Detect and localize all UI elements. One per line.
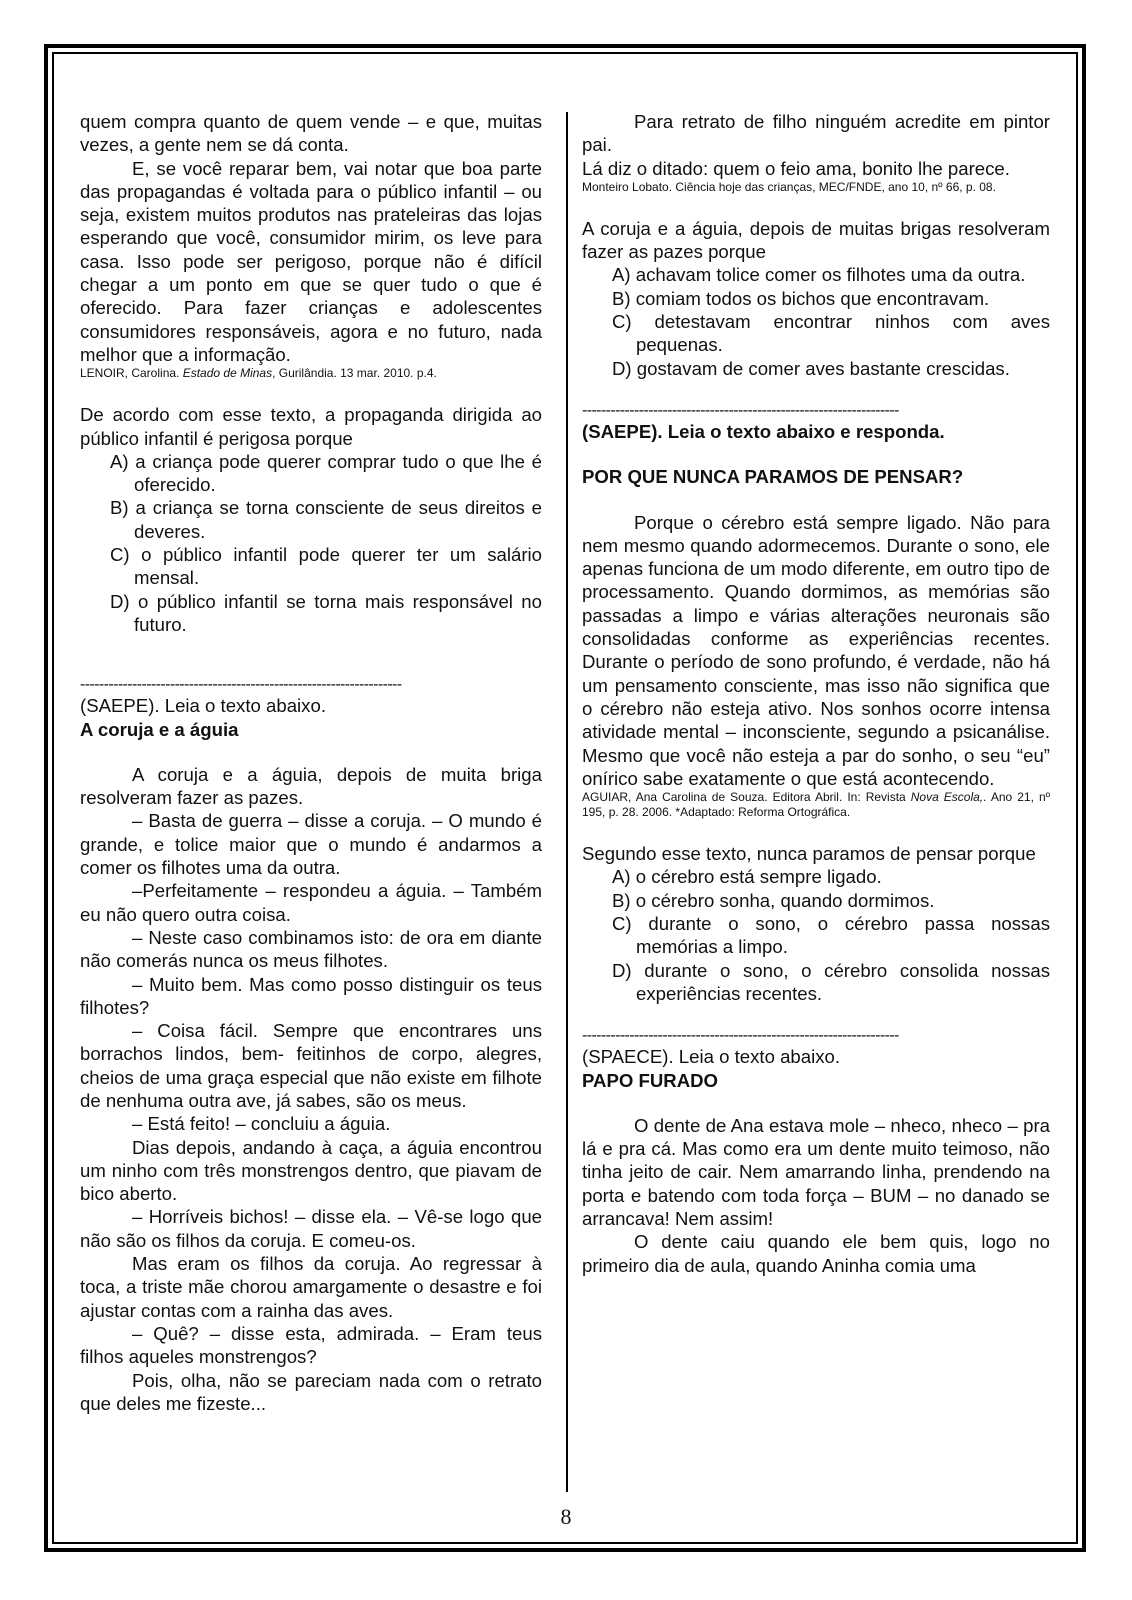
separator-line: ------------------------------------------------------------------- xyxy=(582,401,899,419)
story-paragraph: A coruja e a águia, depois de muita briga resolveram fazer as pazes. xyxy=(80,763,542,809)
story-paragraph: – Quê? – disse esta, admirada. – Eram teus filhos aqueles monstrengos? xyxy=(80,1322,542,1368)
option-b[interactable]: B) o cérebro sonha, quando dormimos. xyxy=(612,889,935,911)
left-column xyxy=(80,110,542,1415)
story-paragraph: – Muito bem. Mas como posso distinguir os teus filhotes? xyxy=(80,973,542,1018)
story-paragraph: O dente de Ana estava mole – nheco, nheco – pra lá e pra cá. Mas como era um dente muito teimoso, não tinha jeito de cair. Nem amarrando linha, prendendo na porta e batendo com toda força – BUM – no danado se arrancava! Nem assim! xyxy=(582,1114,1050,1229)
question-3-options xyxy=(582,865,1050,1005)
story-paragraph: – Neste caso combinamos isto: de ora em diante não comerás nunca os meus filhotes. xyxy=(80,926,542,972)
option-b[interactable]: B) a criança se torna consciente de seus direitos e deveres. xyxy=(110,497,542,542)
option-c[interactable]: C) durante o sono, o cérebro passa nossas memórias a limpo. xyxy=(612,913,1050,958)
option-b[interactable]: B) comiam todos os bichos que encontravam. xyxy=(612,287,990,309)
question-2-stem: A coruja e a águia, depois de muitas brigas resolveram fazer as pazes porque xyxy=(582,217,1050,263)
story-paragraph: –Perfeitamente – respondeu a águia. – Também eu não quero outra coisa. xyxy=(80,880,542,925)
text3-title: POR QUE NUNCA PARAMOS DE PENSAR? xyxy=(582,466,964,488)
story-paragraph: Lá diz o ditado: quem o feio ama, bonito lhe parece. xyxy=(582,157,1010,179)
question-1-stem: De acordo com esse texto, a propaganda dirigida ao público infantil é perigosa porque xyxy=(80,404,542,449)
story-paragraph: Dias depois, andando à caça, a águia encontrou um ninho com três monstrengos dentro, que piavam de bico aberto. xyxy=(80,1136,542,1205)
question-2-options xyxy=(582,263,1050,379)
text2-source: (SAEPE). Leia o texto abaixo. xyxy=(80,695,326,717)
text4-source: (SPAECE). Leia o texto abaixo. xyxy=(582,1046,841,1068)
text3-paragraph: Porque o cérebro está sempre ligado. Não para nem mesmo quando adormecemos. Durante o sono, ele apenas funciona de um modo diferente, em outro tipo de processamento. Quando dormimos, as memórias são passadas a limpo e várias alterações neuronais são consolidadas conforme as experiências recentes. Durante o período de sono profundo, é verdade, não há um pensamento consciente, mas isso não significa que o cérebro não esteja ativo. Nos sonhos ocorre intensa atividade mental – inconsciente, segundo a psicanálise. Mesmo que você não esteja a par do sonho, o seu “eu” onírico sabe exatamente o que está acontecendo. xyxy=(582,511,1050,789)
text4-title: PAPO FURADO xyxy=(582,1069,719,1091)
option-d[interactable]: D) durante o sono, o cérebro consolida nossas experiências recentes. xyxy=(612,959,1050,1004)
option-a[interactable]: A) o cérebro está sempre ligado. xyxy=(612,866,882,888)
story-paragraph: Para retrato de filho ninguém acredite em pintor pai. xyxy=(582,111,1050,156)
separator-line: ------------------------------------------------------------------- xyxy=(582,1027,899,1045)
text1-paragraph: E, se você reparar bem, vai notar que boa parte das propagandas é voltada para o público infantil – ou seja, existem muitos produtos nas prateleiras das lojas esperando que você, consumidor mirim, os leve para casa. Isso pode ser perigoso, porque não é difícil chegar a um ponto em que se quer tudo o que é oferecido. Para fazer crianças e adolescentes consumidores responsáveis, agora e no futuro, nada melhor que a informação. xyxy=(80,157,542,365)
text3-citation: AGUIAR, Ana Carolina de Souza. Editora Abril. In: Revista Nova Escola,. Ano 21, nº 195, p. 28. 2006. *Adaptado: Reforma Ortográfica. xyxy=(582,790,1051,820)
separator-line: -------------------------------------------------------------------- xyxy=(80,676,402,694)
column-divider xyxy=(566,112,568,1492)
right-column xyxy=(582,110,1050,1277)
story-paragraph: Pois, olha, não se pareciam nada com o retrato que deles me fizeste... xyxy=(80,1369,542,1414)
text2-citation: Monteiro Lobato. Ciência hoje das crianças, MEC/FNDE, ano 10, nº 66, p. 08. xyxy=(582,179,996,194)
story-paragraph: – Está feito! – concluiu a águia. xyxy=(132,1113,391,1135)
question-1-options xyxy=(80,450,542,636)
question-3-stem: Segundo esse texto, nunca paramos de pensar porque xyxy=(582,843,1036,865)
story-paragraph: O dente caiu quando ele bem quis, logo no primeiro dia de aula, quando Aninha comia uma xyxy=(582,1231,1050,1276)
page-number: 8 xyxy=(560,1504,572,1529)
option-c[interactable]: C) detestavam encontrar ninhos com aves pequenas. xyxy=(612,311,1050,356)
text1-paragraph: quem compra quanto de quem vende – e que, muitas vezes, a gente nem se dá conta. xyxy=(80,111,542,156)
text3-source: (SAEPE). Leia o texto abaixo e responda. xyxy=(582,420,945,442)
story-paragraph: – Coisa fácil. Sempre que encontrares uns borrachos lindos, bem- feitinhos de corpo, alegres, cheios de uma graça especial que não existe em filhote de nenhuma outra ave, já sabes, são os meus. xyxy=(80,1020,542,1111)
option-d[interactable]: D) gostavam de comer aves bastante crescidas. xyxy=(612,357,1010,379)
option-c[interactable]: C) o público infantil pode querer ter um salário mensal. xyxy=(110,544,542,589)
story-paragraph: Mas eram os filhos da coruja. Ao regressar à toca, a triste mãe chorou amargamente o desastre e foi ajustar contas com a rainha das aves. xyxy=(80,1253,542,1321)
story-paragraph: – Basta de guerra – disse a coruja. – O mundo é grande, e tolice maior que o mundo é andarmos a comer os filhotes uma da outra. xyxy=(80,810,542,879)
story-paragraph: – Horríveis bichos! – disse ela. – Vê-se logo que não são os filhos da coruja. E comeu-os. xyxy=(80,1206,542,1251)
option-a[interactable]: A) a criança pode querer comprar tudo o que lhe é oferecido. xyxy=(110,450,542,496)
text2-title: A coruja e a águia xyxy=(80,718,239,740)
text1-citation: LENOIR, Carolina. Estado de Minas, Gurilândia. 13 mar. 2010. p.4. xyxy=(80,366,437,381)
option-d[interactable]: D) o público infantil se torna mais responsável no futuro. xyxy=(110,590,542,635)
option-a[interactable]: A) achavam tolice comer os filhotes uma da outra. xyxy=(612,264,1026,286)
